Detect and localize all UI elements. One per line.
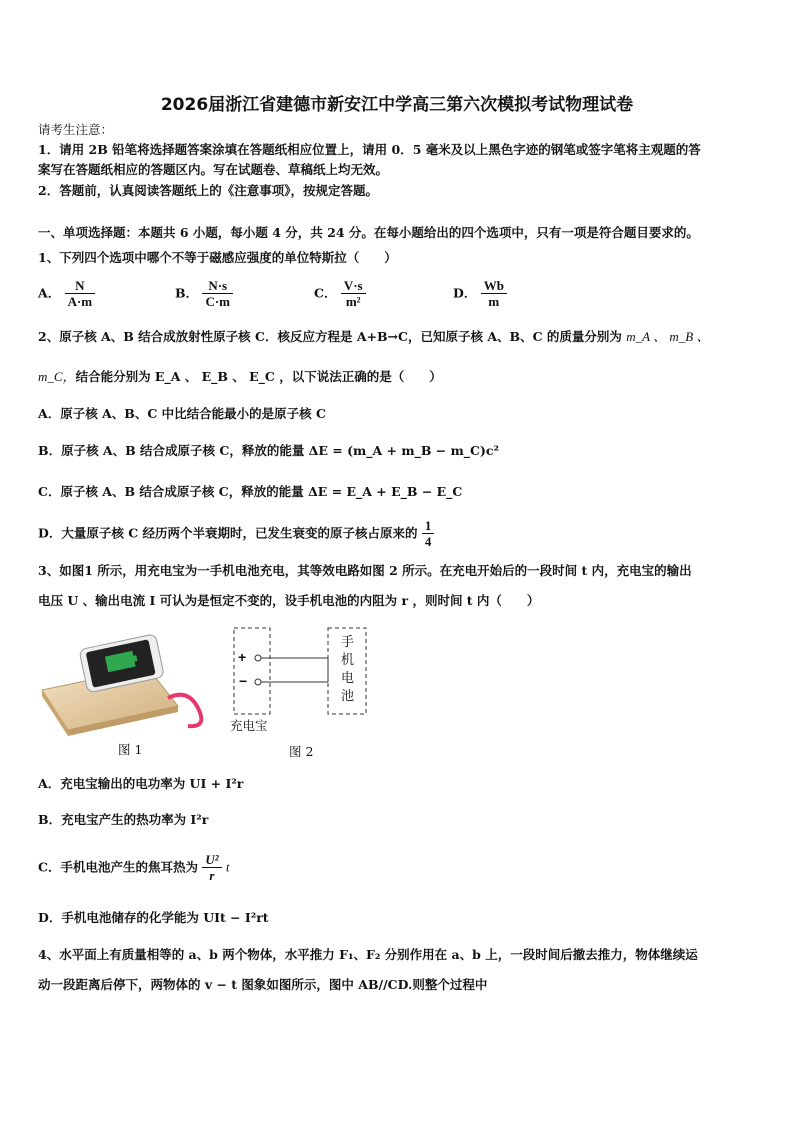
- q1-option-b: B． $\frac{N\cdot s}{C\cdot m}$: [175, 278, 233, 309]
- notice-line-1b: 案写在答题纸相应的答题区内。写在试题卷、草稿纸上均无效。: [38, 162, 389, 177]
- q2-d-fraction: $\frac{1}{4}$: [422, 518, 435, 549]
- q3-c-fraction: $\frac{\text{U²}}{r}$: [202, 852, 221, 883]
- figure-1-caption: 图 1: [118, 742, 143, 757]
- q4-stem-line1: 4、水平面上有质量相等的 a、b 两个物体，水平推力 F₁、F₂ 分别作用在 a、b 上，一段时间后撤去推力，物体继续运: [38, 947, 698, 962]
- charger-label: 充电宝: [230, 718, 268, 733]
- q4-stem-line2: 动一段距离后停下，两物体的 v − t 图象如图所示，图中 AB//CD.则整个过程中: [38, 977, 488, 992]
- q3-stem-line2: 电压 U 、输出电流 I 可认为是恒定不变的，设手机电池的内阻为 r ，则时间 t 内（ ）: [38, 593, 540, 608]
- q1-option-a: [38, 278, 95, 309]
- q3-option-d: D．手机电池储存的化学能为 UIt − I²rt: [38, 910, 269, 925]
- q1-option-c: C． $\frac{V\cdot s}{\text{m²}}$: [314, 278, 366, 309]
- q1-c-fraction: $\frac{V\cdot s}{\text{m²}}$: [341, 278, 366, 309]
- notice-line-2: 2．答题前，认真阅读答题纸上的《注意事项》，按规定答题。: [38, 183, 378, 198]
- q2-stem-line1: 2、原子核 A、B 结合成放射性原子核 C．核反应方程是 A+B→C，已知原子核 A、B、C 的质量分别为 m_A 、 m_B 、: [38, 329, 710, 344]
- q1-d-fraction: $\frac{Wb}{m}$: [481, 278, 507, 309]
- notice-heading: 请考生注意：: [38, 122, 114, 137]
- plus-terminal: +: [238, 649, 247, 665]
- q2-option-a: A．原子核 A、B、C 中比结合能最小的是原子核 C: [38, 406, 326, 421]
- phone-battery-label: 手机电池: [341, 635, 355, 704]
- q1-a-fraction: $\frac{N}{A\cdot m}$: [65, 278, 96, 309]
- minus-terminal: −: [239, 673, 248, 689]
- q2-option-c: C．原子核 A、B 结合成原子核 C，释放的能量 ΔE = E_A + E_B − E_C: [38, 484, 463, 499]
- q1-option-d: D． $\frac{Wb}{m}$: [453, 278, 507, 309]
- figure-1-powerbank-image: [38, 628, 218, 738]
- q2-option-b: B．原子核 A、B 结合成原子核 C，释放的能量 ΔE = (m_A + m_B − m_C)c²: [38, 443, 499, 458]
- q3-option-a: A．充电宝输出的电功率为 UI + I²r: [38, 776, 244, 791]
- q1-a-label: A．: [38, 285, 61, 301]
- q1-stem: 1、下列四个选项中哪个不等于磁感应强度的单位特斯拉（ ）: [38, 250, 397, 265]
- q3-stem-line1: 3、如图1 所示，用充电宝为一手机电池充电，其等效电路如图 2 所示。在充电开始后的一段时间 t 内，充电宝的输出: [38, 563, 692, 578]
- figure-2-caption: 图 2: [289, 744, 314, 759]
- q3-option-c: C．手机电池产生的焦耳热为 $\frac{\text{U²}}{r}$ t: [38, 852, 230, 883]
- q3-option-b: B．充电宝产生的热功率为 I²r: [38, 812, 209, 827]
- q1-b-fraction: $\frac{N\cdot s}{C\cdot m}$: [202, 278, 233, 309]
- q2-stem-line2: m_C，结合能分别为 E_A 、 E_B 、 E_C ，以下说法正确的是（ ）: [38, 369, 442, 384]
- page-title: 2026届浙江省建德市新安江中学高三第六次模拟考试物理试卷: [160, 95, 634, 115]
- notice-line-1a: 1．请用 2B 铅笔将选择题答案涂填在答题纸相应位置上，请用 0．5 毫米及以上黑色字迹的钢笔或签字笔将主观题的答: [38, 142, 701, 157]
- q2-option-d: D．大量原子核 C 经历两个半衰期时，已发生衰变的原子核占原来的 $\frac{1}{4}$: [38, 518, 434, 549]
- section-heading: 一、单项选择题：本题共 6 小题，每小题 4 分，共 24 分。在每小题给出的四个选项中，只有一项是符合题目要求的。: [38, 225, 699, 240]
